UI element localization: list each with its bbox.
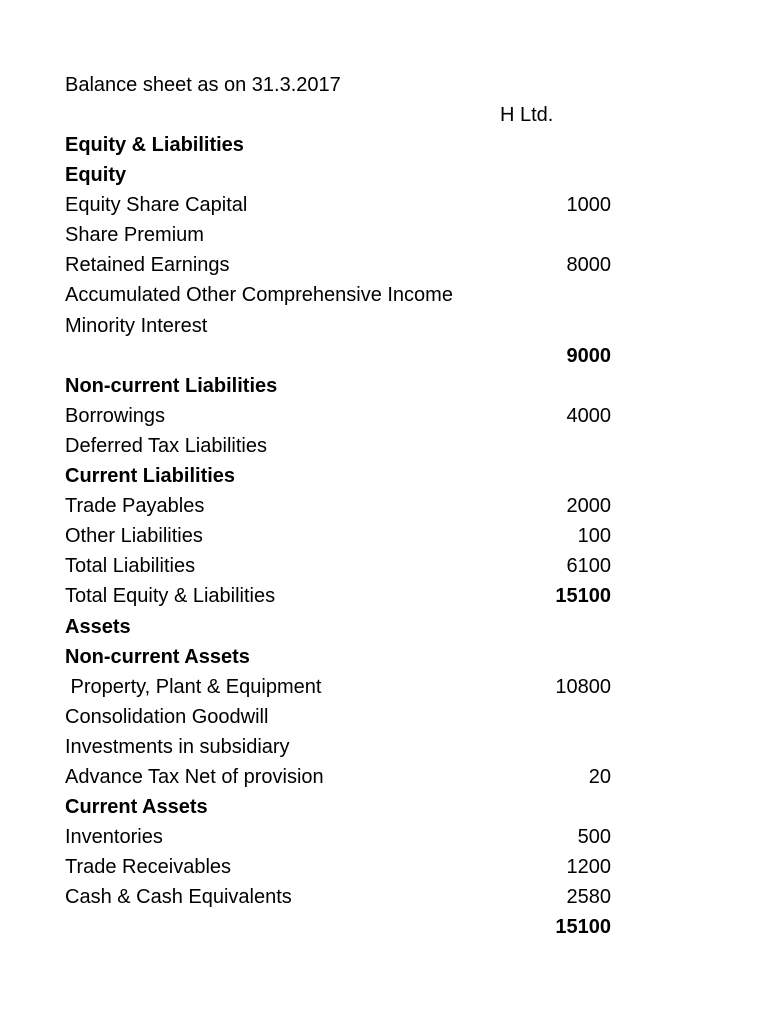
line-item-label: Retained Earnings — [65, 254, 230, 277]
section-heading-row — [65, 614, 611, 644]
section-heading-row — [65, 463, 611, 493]
line-item-row — [65, 433, 611, 463]
line-item-row — [65, 252, 611, 282]
line-item-value: 2000 — [566, 495, 611, 518]
total-value: 15100 — [555, 916, 611, 939]
line-item-label: Inventories — [65, 826, 163, 849]
document-title: Balance sheet as on 31.3.2017 — [65, 74, 341, 96]
line-item-row — [65, 282, 611, 312]
line-item-row — [65, 734, 611, 764]
line-item-value: 4000 — [566, 404, 611, 427]
section-heading-row — [65, 132, 611, 162]
line-item-label: Minority Interest — [65, 314, 208, 337]
line-item-value: 1000 — [566, 194, 611, 217]
line-item-label: Deferred Tax Liabilities — [65, 434, 267, 457]
line-item-row — [65, 493, 611, 523]
line-item-row — [65, 704, 611, 734]
line-item-row — [65, 854, 611, 884]
line-item-row — [65, 824, 611, 854]
section-heading-row — [65, 162, 611, 192]
line-item-label: Trade Receivables — [65, 856, 232, 879]
line-item-row — [65, 192, 611, 222]
line-item-label: Accumulated Other Comprehensive Income — [65, 284, 453, 307]
section-heading: Non-current Liabilities — [65, 374, 278, 397]
line-item-value: 500 — [577, 826, 611, 849]
section-heading: Current Liabilities — [65, 465, 236, 488]
line-item-label: Consolidation Goodwill — [65, 705, 269, 728]
line-item-label: Advance Tax Net of provision — [65, 765, 324, 788]
line-item-label: Total Liabilities — [65, 555, 196, 578]
total-value: 15100 — [555, 585, 611, 608]
subtotal-row — [65, 343, 611, 373]
line-item-label: Total Equity & Liabilities — [65, 585, 276, 608]
line-item-row — [65, 523, 611, 553]
line-item-label: Trade Payables — [65, 495, 205, 518]
section-heading-row — [65, 794, 611, 824]
section-heading: Non-current Assets — [65, 645, 250, 668]
line-item-value: 6100 — [566, 555, 611, 578]
line-item-label: Cash & Cash Equivalents — [65, 886, 292, 909]
line-item-label: Other Liabilities — [65, 525, 203, 548]
subtotal-row — [65, 914, 611, 944]
line-item-row — [65, 222, 611, 252]
line-item-value: 10800 — [555, 675, 611, 698]
line-item-label: Property, Plant & Equipment — [65, 675, 322, 698]
line-item-label: Share Premium — [65, 224, 204, 247]
line-item-row — [65, 403, 611, 433]
section-heading: Assets — [65, 615, 131, 638]
section-heading-row — [65, 644, 611, 674]
line-item-label: Investments in subsidiary — [65, 735, 290, 758]
section-heading: Current Assets — [65, 796, 208, 819]
line-item-row — [65, 764, 611, 794]
line-item-row — [65, 313, 611, 343]
total-value: 9000 — [566, 344, 611, 367]
line-item-row — [65, 674, 611, 704]
line-item-value: 2580 — [566, 886, 611, 909]
line-item-value: 20 — [588, 765, 611, 788]
balance-sheet-rows — [65, 132, 611, 945]
section-heading: Equity — [65, 164, 127, 187]
line-item-label: Borrowings — [65, 404, 166, 427]
line-item-label: Equity Share Capital — [65, 194, 248, 217]
line-item-value: 1200 — [566, 856, 611, 879]
line-item-value: 100 — [577, 525, 611, 548]
line-item-row — [65, 583, 611, 613]
company-column-header: H Ltd. — [500, 104, 554, 126]
section-heading-row — [65, 373, 611, 403]
line-item-row — [65, 884, 611, 914]
line-item-value: 8000 — [566, 254, 611, 277]
line-item-row — [65, 553, 611, 583]
section-heading: Equity & Liabilities — [65, 134, 244, 156]
